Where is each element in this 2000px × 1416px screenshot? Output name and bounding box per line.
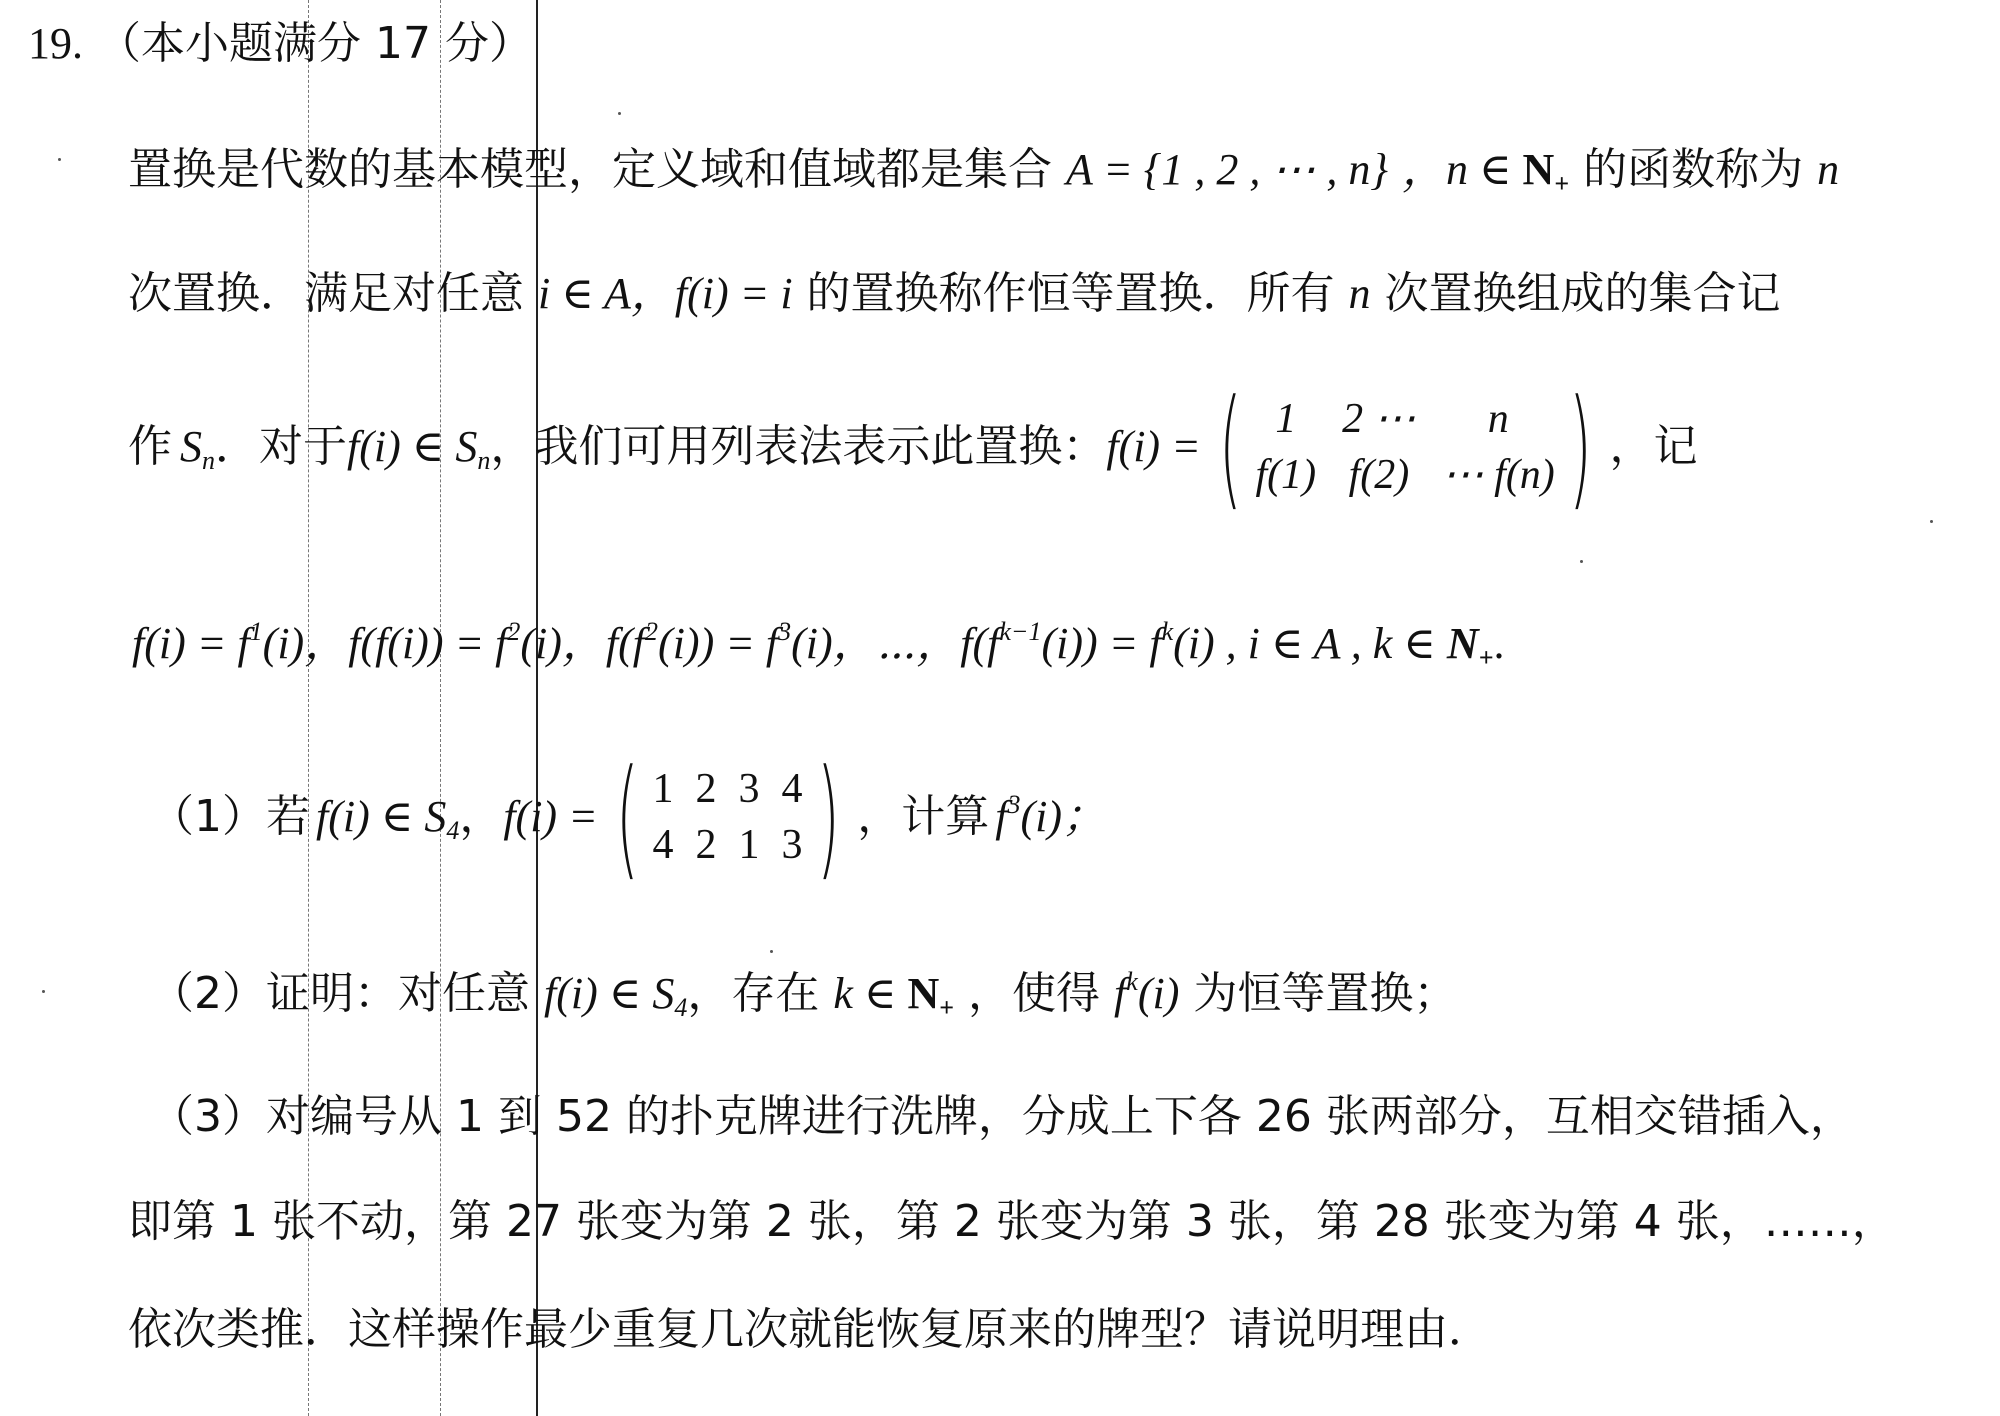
part-2 bbox=[150, 967, 1458, 1022]
plus-subscript: + bbox=[1478, 643, 1494, 672]
exponent: k bbox=[1161, 617, 1174, 646]
math-f-equals: f(i) = bbox=[1106, 422, 1201, 471]
left-paren: ( bbox=[615, 741, 639, 893]
scan-speck bbox=[1930, 520, 1933, 523]
math-n: n bbox=[1817, 145, 1840, 194]
math-text: f(i) = f bbox=[132, 619, 250, 668]
math-membership: f(i) ∈ S bbox=[347, 422, 478, 471]
intro-text: 次置换组成的集合记 bbox=[1384, 268, 1781, 319]
matrix-cell: 1 bbox=[652, 766, 674, 812]
score-note: （本小题满分 17 分） bbox=[97, 18, 533, 69]
natural-numbers-symbol: N bbox=[1522, 145, 1555, 194]
plus-subscript: + bbox=[939, 993, 955, 1022]
part-label: （2）证明：对任意 bbox=[150, 968, 530, 1019]
exponent: 2 bbox=[645, 617, 659, 646]
subscript-n: n bbox=[477, 446, 491, 475]
math-text: (i)) = f bbox=[658, 619, 779, 668]
subscript: 4 bbox=[674, 993, 688, 1022]
intro-line-3 bbox=[128, 371, 1698, 523]
matrix-cell: n bbox=[1487, 396, 1509, 442]
part-text: ，计算 bbox=[857, 791, 990, 842]
exponent: 3 bbox=[1007, 790, 1021, 819]
intro-text: ，我们可用列表法表示此置换： bbox=[490, 421, 1107, 472]
math-text: (i) , i ∈ A , k ∈ bbox=[1173, 619, 1447, 668]
exponent: 1 bbox=[249, 617, 263, 646]
intro-text: ，记 bbox=[1609, 421, 1698, 472]
matrix-cell: 1 bbox=[738, 822, 760, 868]
intro-line-1 bbox=[128, 144, 1840, 198]
intro-text: 次置换．满足对任意 bbox=[128, 268, 524, 319]
intro-text: ．对于 bbox=[215, 421, 347, 472]
right-paren: ) bbox=[1568, 371, 1592, 523]
math-text: (i)，f(f bbox=[520, 619, 646, 668]
right-paren: ) bbox=[816, 741, 840, 893]
exponent: k−1 bbox=[999, 617, 1042, 646]
matrix-grid bbox=[1256, 398, 1555, 496]
math-f-equals: f(i) = bbox=[503, 792, 598, 841]
scan-speck bbox=[58, 158, 61, 161]
intro-line-2 bbox=[128, 268, 1781, 319]
matrix-cell: 2 bbox=[695, 822, 717, 868]
scan-speck bbox=[770, 950, 773, 953]
matrix-cell: f(1) bbox=[1255, 452, 1317, 498]
math-k-membership: k ∈ bbox=[833, 969, 908, 1018]
exponent: k bbox=[1126, 967, 1138, 996]
math-text: (i) bbox=[1137, 969, 1180, 1018]
set-a-definition: A = {1 , 2 , ⋯ , n} bbox=[1066, 145, 1388, 194]
intro-text: 的函数称为 bbox=[1583, 144, 1804, 195]
math-text: (i)) = f bbox=[1041, 619, 1162, 668]
iteration-definition bbox=[132, 617, 1505, 672]
part-text: ，使得 bbox=[968, 968, 1101, 1019]
matrix-grid bbox=[653, 768, 803, 866]
identity-condition: i ∈ A，f(i) = i bbox=[538, 269, 793, 318]
exponent: 3 bbox=[778, 617, 792, 646]
part-label: （1）若 bbox=[150, 791, 310, 842]
matrix-cell: f(2) bbox=[1348, 452, 1410, 498]
plus-subscript: + bbox=[1554, 169, 1570, 198]
problem-number: 19. bbox=[28, 19, 83, 68]
period: . bbox=[1493, 619, 1505, 668]
math-text: (i)； bbox=[1020, 792, 1106, 841]
matrix-cell: 3 bbox=[781, 822, 803, 868]
problem-header bbox=[28, 18, 533, 69]
intro-text: 置换是代数的基本模型，定义域和值域都是集合 bbox=[128, 144, 1052, 195]
matrix-cell: 2 ⋯ bbox=[1342, 396, 1416, 442]
matrix-cell: 2 bbox=[695, 766, 717, 812]
permutation-matrix-general bbox=[1205, 371, 1606, 523]
subscript: 4 bbox=[446, 816, 460, 845]
math-text: (i)，⋯，f(f bbox=[791, 619, 1000, 668]
math-f: f bbox=[1114, 969, 1127, 1018]
intro-text: 的置换称作恒等置换．所有 bbox=[806, 268, 1335, 319]
matrix-cell: 4 bbox=[652, 822, 674, 868]
part-text: ，存在 bbox=[687, 968, 820, 1019]
exponent: 2 bbox=[507, 617, 521, 646]
subscript-n: n bbox=[202, 446, 215, 475]
matrix-cell: 3 bbox=[738, 766, 760, 812]
math-membership: f(i) ∈ S bbox=[544, 969, 675, 1018]
comma: ， bbox=[459, 791, 504, 842]
natural-numbers-symbol: N bbox=[907, 969, 940, 1018]
matrix-cell: 1 bbox=[1275, 396, 1297, 442]
left-paren: ( bbox=[1218, 371, 1242, 523]
intro-text: 作 bbox=[128, 421, 172, 472]
scan-speck bbox=[1580, 560, 1583, 563]
natural-numbers-symbol: N bbox=[1446, 619, 1479, 668]
math-n: n bbox=[1348, 269, 1371, 318]
part-text: 为恒等置换； bbox=[1193, 968, 1458, 1019]
math-text: (i)，f(f(i)) = f bbox=[262, 619, 508, 668]
part-1 bbox=[150, 741, 1106, 893]
scan-speck bbox=[42, 990, 45, 993]
math-text: ，n ∈ bbox=[1401, 145, 1523, 194]
math-membership: f(i) ∈ S bbox=[316, 792, 447, 841]
part-3-line-3: 依次类推．这样操作最少重复几次就能恢复原来的牌型？请说明理由． bbox=[128, 1304, 1492, 1355]
part-3-line-1: （3）对编号从 1 到 52 的扑克牌进行洗牌，分成上下各 26 张两部分，互相交错插入， bbox=[150, 1091, 1854, 1142]
matrix-cell: 4 bbox=[781, 766, 803, 812]
math-f: f bbox=[995, 792, 1008, 841]
math-s: S bbox=[180, 422, 202, 471]
scan-speck bbox=[618, 112, 621, 115]
part-3-line-2: 即第 1 张不动，第 27 张变为第 2 张，第 2 张变为第 3 张，第 28 张变为第 4 张，……， bbox=[128, 1196, 1896, 1247]
permutation-matrix-s4 bbox=[602, 741, 853, 893]
matrix-cell: ⋯ f(n) bbox=[1441, 452, 1555, 498]
